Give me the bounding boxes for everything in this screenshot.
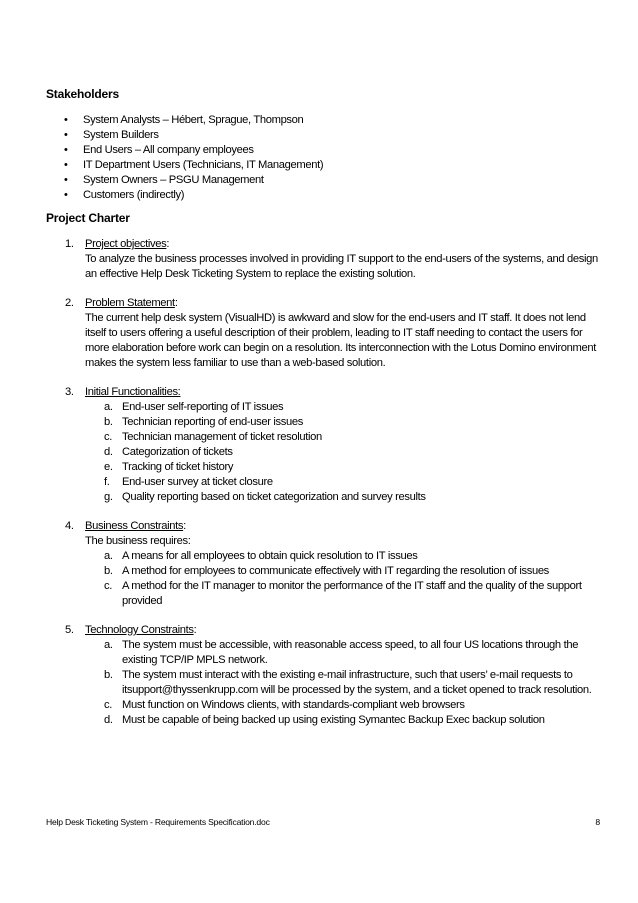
list-item: a. A means for all employees to obtain quick resolution to IT issues xyxy=(104,550,418,562)
list-item: d. Must be capable of being backed up using existing Symantec Backup Exec backup solution xyxy=(104,714,545,726)
section-title: Initial Functionalities: xyxy=(85,386,181,398)
section-title: Business Constraints xyxy=(85,520,184,532)
bullet-icon: • xyxy=(64,144,68,156)
section-title: Project objectives xyxy=(85,238,167,250)
list-item: • System Owners – PSGU Management xyxy=(64,174,264,186)
section-number: 5. xyxy=(65,624,74,636)
page-content xyxy=(46,80,602,728)
list-item: c. Technician management of ticket resolution xyxy=(104,431,322,443)
section-number: 1. xyxy=(65,238,74,250)
section-body: The current help desk system (VisualHD) is awkward and slow for the end-users and IT staff. It does not lend itself to users offering a useful description of their problem, leading to IT staff needing to contact the users for more elaboration before work can begin on a resolution. Its interconnection with the Lotus Domino environment makes the system less familiar to use than a web-based solution. xyxy=(85,312,596,369)
section-body: To analyze the business processes involved in providing IT support to the end-users of the systems, and design an effective Help Desk Ticketing System to replace the existing solution. xyxy=(85,253,598,280)
list-item: • System Builders xyxy=(64,129,159,141)
list-item: g. Quality reporting based on ticket categorization and survey results xyxy=(104,491,426,503)
bullet-icon: • xyxy=(64,114,68,126)
bullet-icon: • xyxy=(64,174,68,186)
section-number: 4. xyxy=(65,520,74,532)
bullet-icon: • xyxy=(64,159,68,171)
list-item: c. A method for the IT manager to monitor the performance of the IT staff and the quality of the support provided xyxy=(104,580,582,607)
stakeholders-list xyxy=(46,113,602,203)
list-item: • Customers (indirectly) xyxy=(64,189,185,201)
list-item: • System Analysts – Hébert, Sprague, Thompson xyxy=(64,114,304,126)
bullet-icon: • xyxy=(64,189,68,201)
page-number: 8 xyxy=(595,817,600,827)
list-item: c. Must function on Windows clients, with standards-compliant web browsers xyxy=(104,699,465,711)
list-item: • End Users – All company employees xyxy=(64,144,254,156)
list-item: b. A method for employees to communicate effectively with IT regarding the resolution of issues xyxy=(104,565,549,577)
bullet-icon: • xyxy=(64,129,68,141)
section-title: Technology Constraints xyxy=(85,624,194,636)
section-number: 3. xyxy=(65,386,74,398)
list-item: f. End-user survey at ticket closure xyxy=(104,476,273,488)
list-item: d. Categorization of tickets xyxy=(104,446,233,458)
list-item: • IT Department Users (Technicians, IT Management) xyxy=(64,159,324,171)
section-technology-constraints: 5. Technology Constraints: a. The system must be accessible, with reasonable access speed, to all four US locations through the existing TCP/IP MPLS network. b. The system must interact with the existing e-mail infrastructure, such that users’ e-mail requests to itsupport@thyssenkrupp.com will be processed by the system, and a ticket opened to track resolution. c. Must function on Windows clients, with standards-compliant web browsers d. Must be capable of being backed up using existing Symantec Backup Exec backup solution xyxy=(46,623,602,728)
section-problem-statement: 2. Problem Statement: The current help desk system (VisualHD) is awkward and slow for the end-users and IT staff. It does not lend itself to users offering a useful description of their problem, leading to IT staff needing to contact the users for more elaboration before work can begin on a resolution. Its interconnection with the Lotus Domino environment makes the system less familiar to use than a web-based solution. xyxy=(46,296,602,371)
section-project-objectives: 1. Project objectives: To analyze the business processes involved in providing IT support to the end-users of the systems, and design an effective Help Desk Ticketing System to replace the existing solution. xyxy=(46,237,602,282)
project-charter-heading: Project Charter xyxy=(46,211,130,225)
list-item: e. Tracking of ticket history xyxy=(104,461,234,473)
list-item: a. End-user self-reporting of IT issues xyxy=(104,401,284,413)
page-footer xyxy=(46,817,600,828)
stakeholders-heading: Stakeholders xyxy=(46,87,119,101)
list-item: b. Technician reporting of end-user issues xyxy=(104,416,303,428)
section-initial-functionalities xyxy=(46,385,602,505)
list-item: a. The system must be accessible, with reasonable access speed, to all four US locations through the existing TCP/IP MPLS network. xyxy=(104,639,579,666)
section-intro: The business requires: xyxy=(85,535,191,547)
list-item: b. The system must interact with the existing e-mail infrastructure, such that users’ e-mail requests to itsupport@thyssenkrupp.com will be processed by the system, and a ticket opened to track resolution. xyxy=(104,669,592,696)
section-business-constraints: 4. Business Constraints: The business requires: a. A means for all employees to obtain quick resolution to IT issues b. A method for employees to communicate effectively with IT regarding the resolution of issues c. A method for the IT manager to monitor the performance of the IT staff and the quality of the support provided xyxy=(46,519,602,609)
section-title: Problem Statement xyxy=(85,297,175,309)
section-number: 2. xyxy=(65,297,74,309)
footer-doc-name: Help Desk Ticketing System - Requirements Specification.doc xyxy=(46,817,270,827)
